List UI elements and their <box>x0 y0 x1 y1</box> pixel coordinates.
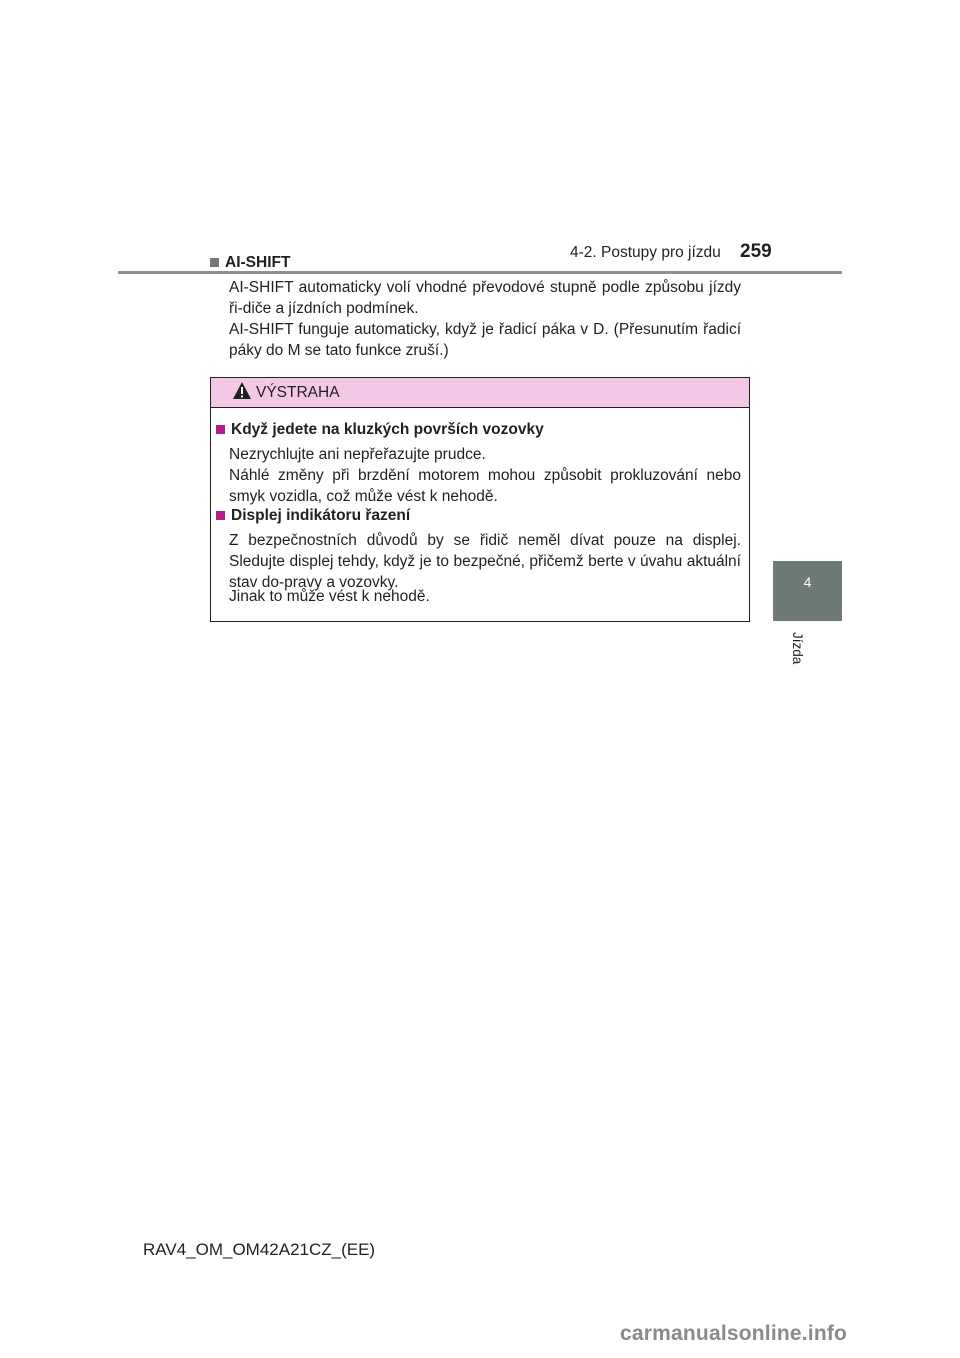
section-title: 4-2. Postupy pro jízdu <box>570 244 721 261</box>
warning-item-title: Když jedete na kluzkých površích vozovky <box>231 421 544 438</box>
warning-title: VÝSTRAHA <box>256 384 340 401</box>
document-code: RAV4_OM_OM42A21CZ_(EE) <box>143 1240 376 1259</box>
warning-item-paragraph: Nezrychlujte ani nepřeřazujte prudce. <box>229 446 486 463</box>
ai-shift-title: AI-SHIFT <box>225 254 291 271</box>
warning-item-heading <box>216 421 544 439</box>
square-bullet-icon <box>210 258 219 267</box>
ai-shift-paragraph-2: AI-SHIFT funguje automaticky, když je řadicí páka v D. (Přesunutím řadicí páky do M se tato funkce zruší.) <box>229 321 741 359</box>
warning-item-paragraph: Z bezpečnostních důvodů by se řidič neměl dívat pouze na displej. Sledujte displej tehdy, když je to bezpečné, přičemž berte v úvahu aktuální stav do-pravy a vozovky. <box>229 532 741 591</box>
chapter-tab <box>773 561 842 621</box>
ai-shift-heading <box>210 254 290 272</box>
warning-item-title: Displej indikátoru řazení <box>231 507 411 524</box>
watermark: carmanualsonline.info <box>620 1322 848 1345</box>
warning-box <box>210 377 750 622</box>
warning-triangle-icon <box>232 381 252 400</box>
square-bullet-icon <box>216 511 225 520</box>
chapter-number: 4 <box>803 574 812 590</box>
page-number: 259 <box>740 241 772 262</box>
warning-item-paragraph: Náhlé změny při brzdění motorem mohou způsobit prokluzování nebo smyk vozidla, což může vést k nehodě. <box>229 467 741 505</box>
warning-header <box>211 378 749 408</box>
chapter-label: Jízda <box>790 632 805 665</box>
ai-shift-paragraph-1: AI-SHIFT automaticky volí vhodné převodové stupně podle způsobu jízdy ři-diče a jízdních podmínek. <box>229 279 741 317</box>
warning-item-heading <box>216 507 410 525</box>
warning-item-paragraph: Jinak to může vést k nehodě. <box>229 588 430 605</box>
square-bullet-icon <box>216 425 225 434</box>
